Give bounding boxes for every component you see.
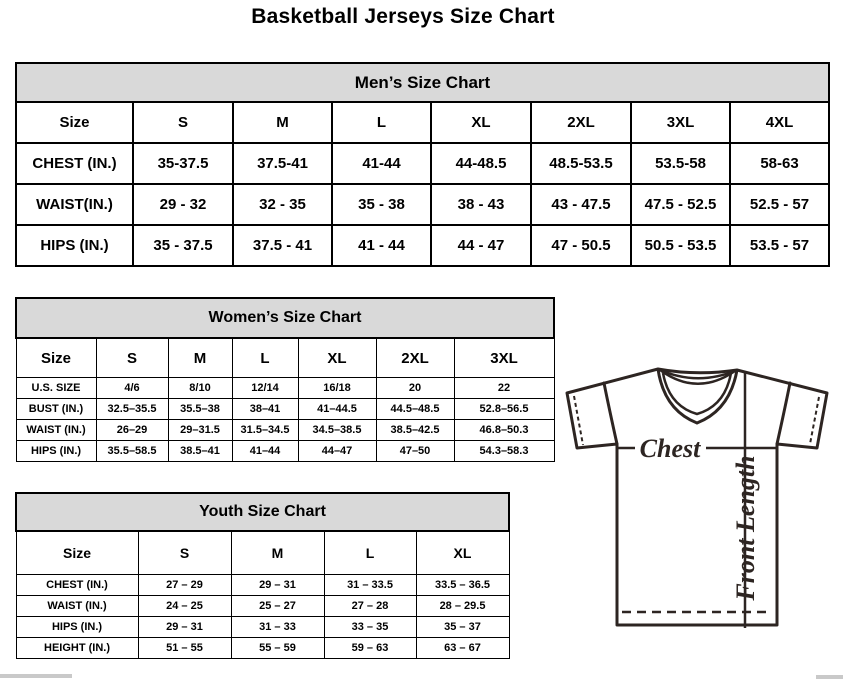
size-value-cell: 50.5 - 53.5: [631, 225, 730, 266]
column-header: S: [133, 102, 233, 143]
size-value-cell: 38.5–41: [168, 441, 232, 462]
size-value-cell: 46.8–50.3: [454, 420, 554, 441]
column-header: M: [231, 531, 324, 575]
table-title-row: [16, 63, 829, 102]
size-value-cell: 12/14: [232, 378, 298, 399]
size-value-cell: 53.5 - 57: [730, 225, 829, 266]
size-value-cell: 52.5 - 57: [730, 184, 829, 225]
size-value-cell: 20: [376, 378, 454, 399]
size-value-cell: 35 - 37.5: [133, 225, 233, 266]
size-value-cell: 41–44: [232, 441, 298, 462]
size-value-cell: 38.5–42.5: [376, 420, 454, 441]
column-header: S: [96, 338, 168, 378]
row-label: HEIGHT (IN.): [16, 638, 138, 659]
row-label: WAIST (IN.): [16, 420, 96, 441]
size-value-cell: 24 – 25: [138, 596, 231, 617]
size-value-cell: 28 – 29.5: [416, 596, 509, 617]
size-value-cell: 44-48.5: [431, 143, 531, 184]
size-value-cell: 32 - 35: [233, 184, 332, 225]
column-header: 4XL: [730, 102, 829, 143]
column-header: Size: [16, 102, 133, 143]
row-label: HIPS (IN.): [16, 225, 133, 266]
row-label: U.S. SIZE: [16, 378, 96, 399]
size-value-cell: 27 – 28: [324, 596, 416, 617]
size-value-cell: 16/18: [298, 378, 376, 399]
size-value-cell: 31 – 33: [231, 617, 324, 638]
size-value-cell: 51 – 55: [138, 638, 231, 659]
front-length-label: Front Length: [731, 455, 760, 601]
table-row: [16, 638, 509, 659]
row-label: CHEST (IN.): [16, 575, 138, 596]
size-value-cell: 58-63: [730, 143, 829, 184]
table-row: [16, 596, 509, 617]
size-value-cell: 44–47: [298, 441, 376, 462]
size-value-cell: 53.5-58: [631, 143, 730, 184]
size-value-cell: 47 - 50.5: [531, 225, 631, 266]
chest-label: Chest: [639, 434, 701, 463]
size-value-cell: 35.5–58.5: [96, 441, 168, 462]
column-header: 3XL: [631, 102, 730, 143]
column-header: XL: [431, 102, 531, 143]
table-row: [16, 617, 509, 638]
size-value-cell: 33.5 – 36.5: [416, 575, 509, 596]
horizontal-scrollbar-right[interactable]: [816, 675, 843, 679]
womens-size-table: [15, 297, 555, 462]
column-header: Size: [16, 338, 96, 378]
table-row: [16, 225, 829, 266]
column-header: 2XL: [376, 338, 454, 378]
size-value-cell: 22: [454, 378, 554, 399]
horizontal-scrollbar-left[interactable]: [0, 674, 72, 678]
size-value-cell: 38–41: [232, 399, 298, 420]
size-value-cell: 26–29: [96, 420, 168, 441]
size-value-cell: 41 - 44: [332, 225, 431, 266]
column-header: L: [324, 531, 416, 575]
table-title-row: [16, 493, 509, 531]
table-title: Women’s Size Chart: [16, 298, 554, 338]
size-value-cell: 48.5-53.5: [531, 143, 631, 184]
table-row: [16, 441, 554, 462]
column-header: L: [332, 102, 431, 143]
size-header-row: [16, 102, 829, 143]
size-value-cell: 63 – 67: [416, 638, 509, 659]
size-value-cell: 41-44: [332, 143, 431, 184]
column-header: 2XL: [531, 102, 631, 143]
size-value-cell: 35.5–38: [168, 399, 232, 420]
column-header: 3XL: [454, 338, 554, 378]
size-value-cell: 52.8–56.5: [454, 399, 554, 420]
row-label: BUST (IN.): [16, 399, 96, 420]
jersey-measurement-diagram: [560, 360, 843, 635]
row-label: CHEST (IN.): [16, 143, 133, 184]
size-value-cell: 31 – 33.5: [324, 575, 416, 596]
size-value-cell: 41–44.5: [298, 399, 376, 420]
size-value-cell: 29 – 31: [231, 575, 324, 596]
size-value-cell: 44.5–48.5: [376, 399, 454, 420]
size-value-cell: 44 - 47: [431, 225, 531, 266]
size-value-cell: 31.5–34.5: [232, 420, 298, 441]
size-value-cell: 35-37.5: [133, 143, 233, 184]
column-header: L: [232, 338, 298, 378]
size-value-cell: 32.5–35.5: [96, 399, 168, 420]
size-value-cell: 35 - 38: [332, 184, 431, 225]
table-row: [16, 420, 554, 441]
table-row: [16, 184, 829, 225]
size-header-row: [16, 531, 509, 575]
size-value-cell: 35 – 37: [416, 617, 509, 638]
size-header-row: [16, 338, 554, 378]
size-value-cell: 59 – 63: [324, 638, 416, 659]
size-value-cell: 29–31.5: [168, 420, 232, 441]
size-value-cell: 47.5 - 52.5: [631, 184, 730, 225]
size-value-cell: 25 – 27: [231, 596, 324, 617]
mens-size-table: [15, 62, 830, 267]
youth-size-table: [15, 492, 510, 659]
column-header: S: [138, 531, 231, 575]
row-label: HIPS (IN.): [16, 441, 96, 462]
table-title-row: [16, 298, 554, 338]
size-value-cell: 4/6: [96, 378, 168, 399]
column-header: M: [233, 102, 332, 143]
size-value-cell: 8/10: [168, 378, 232, 399]
size-value-cell: 27 – 29: [138, 575, 231, 596]
table-title: Men’s Size Chart: [16, 63, 829, 102]
column-header: Size: [16, 531, 138, 575]
table-row: [16, 143, 829, 184]
size-value-cell: 47–50: [376, 441, 454, 462]
column-header: XL: [298, 338, 376, 378]
size-value-cell: 37.5-41: [233, 143, 332, 184]
size-value-cell: 54.3–58.3: [454, 441, 554, 462]
size-value-cell: 29 – 31: [138, 617, 231, 638]
size-value-cell: 38 - 43: [431, 184, 531, 225]
size-value-cell: 34.5–38.5: [298, 420, 376, 441]
table-row: [16, 378, 554, 399]
page-title: Basketball Jerseys Size Chart: [251, 5, 555, 28]
table-row: [16, 399, 554, 420]
size-value-cell: 33 – 35: [324, 617, 416, 638]
column-header: XL: [416, 531, 509, 575]
row-label: WAIST(IN.): [16, 184, 133, 225]
row-label: WAIST (IN.): [16, 596, 138, 617]
column-header: M: [168, 338, 232, 378]
size-value-cell: 37.5 - 41: [233, 225, 332, 266]
table-title: Youth Size Chart: [16, 493, 509, 531]
row-label: HIPS (IN.): [16, 617, 138, 638]
size-value-cell: 43 - 47.5: [531, 184, 631, 225]
size-value-cell: 29 - 32: [133, 184, 233, 225]
jersey-outline: [567, 369, 827, 625]
table-row: [16, 575, 509, 596]
size-value-cell: 55 – 59: [231, 638, 324, 659]
